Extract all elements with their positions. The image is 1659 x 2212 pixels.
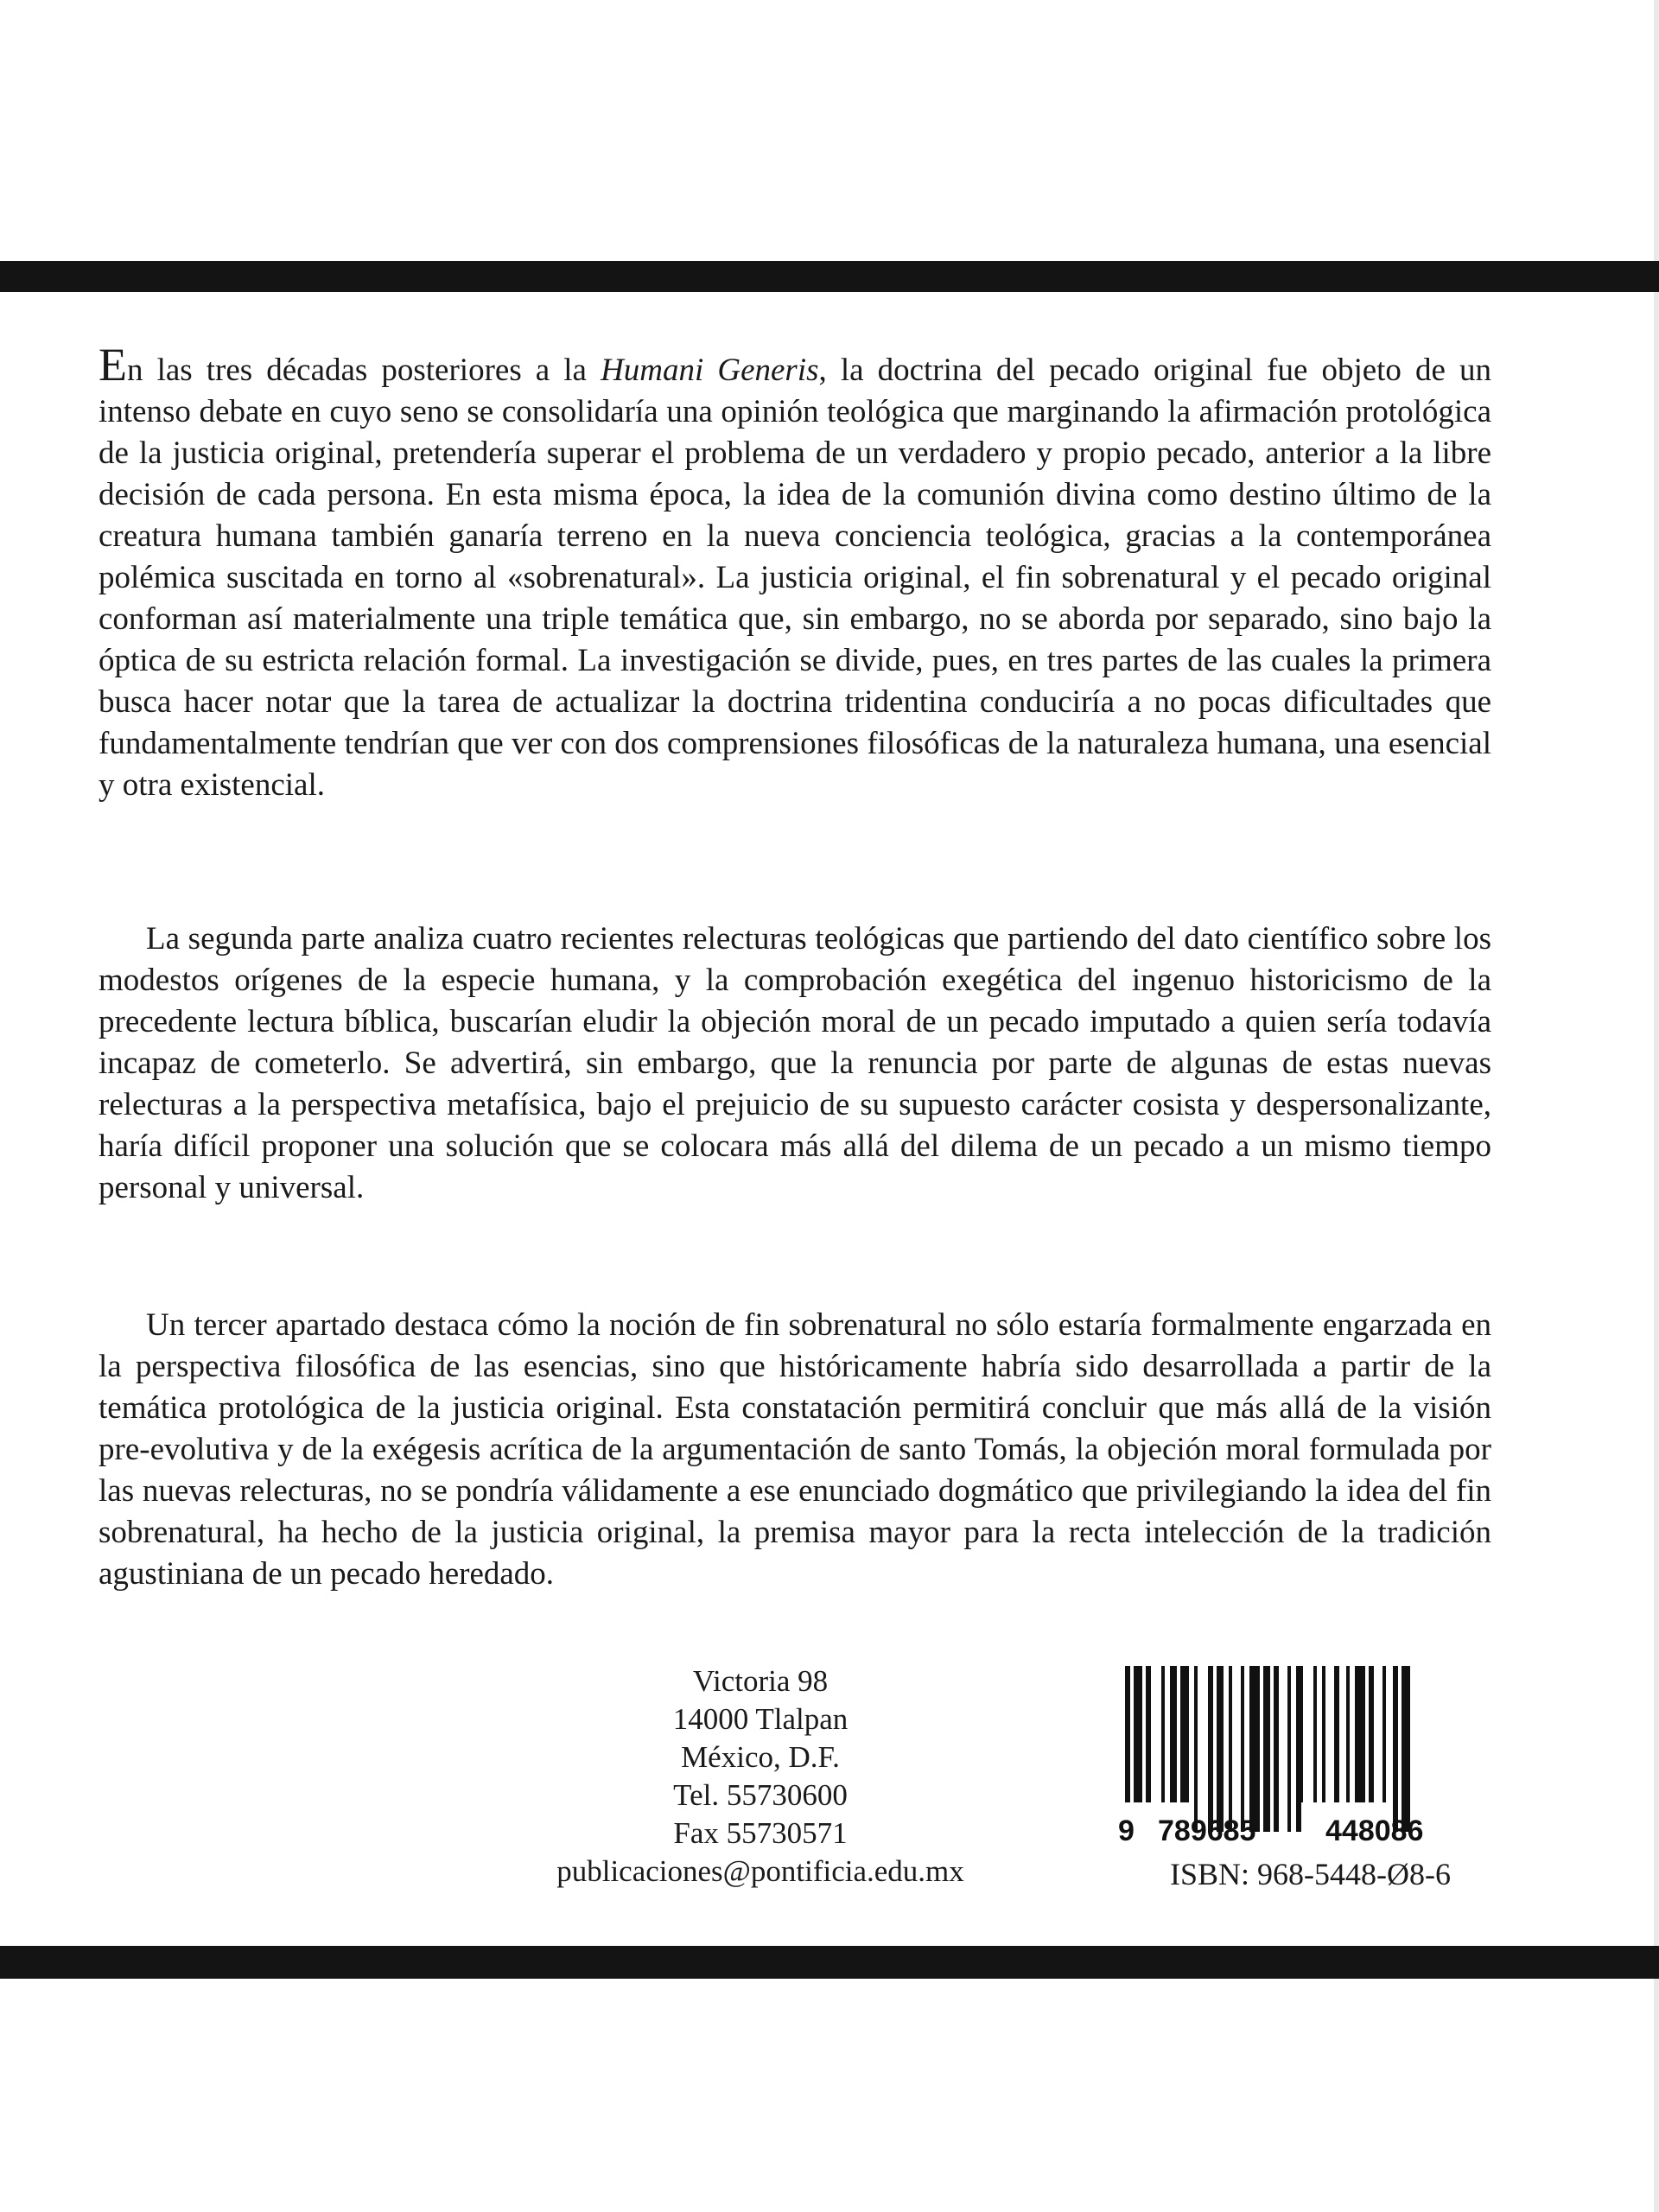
- paragraph-1-start: n las tres décadas posteriores a la: [127, 353, 601, 388]
- address-street: Victoria 98: [692, 1664, 829, 1698]
- barcode-lead-digit: 9: [1118, 1815, 1135, 1847]
- barcode-bar: [1274, 1666, 1279, 1832]
- barcode-bar: [1229, 1666, 1232, 1832]
- paragraph-2: La segunda parte analiza cuatro recientes relecturas teológicas que partiendo del dato científico sobre los modestos orígenes de la especie humana, y la comprobación exegética del ingenuo historicismo de la precedente lectura bíblica, buscarían eludir la objeción moral de un pecado imputado a quien sería todavía incapaz de cometerlo. Se advertirá, sin embargo, que la renuncia por parte de algunas de estas nuevas relecturas a la perspectiva metafísica, bajo el prejuicio de su supuesto carácter cosista y despersonalizante, haría difícil proponer una solución que se colocara más allá del dilema de un pecado a un mismo tiempo personal y universal.: [99, 921, 1491, 1205]
- address-fax: Fax 55730571: [673, 1816, 848, 1850]
- page-edge: [1654, 0, 1659, 2212]
- isbn-label: ISBN: 968-5448-Ø8-6: [1170, 1857, 1451, 1891]
- book-title-italic: Humani Generis: [601, 353, 819, 388]
- paragraph-3: Un tercer apartado destaca cómo la noción de fin sobrenatural no sólo estaría formalmente engarzada en la perspectiva filosófica de las esencias, sino que históricamente habría sido desarrollada a partir de la temática protológica de la justicia original. Esta constatación permitirá concluir que más allá de la visión pre-evolutiva y de la exégesis acrítica de la argumentación de santo Tomás, la objeción moral formulada por las nuevas relecturas, no se pondría válidamente a ese enunciado dogmático que privilegiando la idea del fin sobrenatural, ha hecho de la justicia original, la premisa mayor para la recta intelección de la tradición agustiniana de un pecado heredado.: [99, 1307, 1491, 1592]
- barcode-bar: [1208, 1666, 1213, 1832]
- bottom-rule: [0, 1946, 1659, 1979]
- paragraph-1-rest: , la doctrina del pecado original fue objeto de un intenso debate en cuyo seno se consolidaría una opinión teológica que marginando la afirmación protológica de la justicia original, pretendería superar el problema de un verdadero y propio pecado, anterior a la libre decisión de cada persona. En esta misma época, la idea de la comunión divina como destino último de la creatura humana también ganaría terreno en la nueva conciencia teológica, gracias a la contemporánea polémica suscitada en torno al «sobrenatural». La justicia original, el fin sobrenatural y el pecado original conforman así materialmente una triple temática que, sin embargo, no se aborda por separado, sino bajo la óptica de su estricta relación formal. La investigación se divide, pues, en tres partes de las cuales la primera busca hacer notar que la tarea de actualizar la doctrina tridentina conduciría a no pocas dificultades que fundamentalmente tendrían que ver con dos comprensiones filosóficas de la naturaleza humana, una esencial y otra existencial.: [99, 353, 1491, 803]
- barcode-digits-group2: 448086: [1325, 1815, 1424, 1847]
- barcode-graphic: [1113, 1666, 1493, 1847]
- barcode-bar: [1241, 1666, 1244, 1832]
- address-city: 14000 Tlalpan: [672, 1702, 849, 1736]
- barcode-bar: [1194, 1666, 1198, 1832]
- barcode-bar: [1217, 1666, 1224, 1832]
- barcode-digits-group1: 789685: [1158, 1815, 1256, 1847]
- barcode-bar: [1393, 1666, 1398, 1832]
- barcode-bar: [1402, 1666, 1410, 1832]
- barcode-bar: [1287, 1666, 1291, 1832]
- address-email: publicaciones@pontificia.edu.mx: [556, 1854, 964, 1888]
- address-country: México, D.F.: [681, 1740, 840, 1774]
- top-rule: [0, 261, 1659, 292]
- paragraph-1: [99, 339, 1491, 806]
- barcode-bar: [1263, 1666, 1270, 1832]
- barcode-bar: [1249, 1666, 1260, 1832]
- dropcap: E: [99, 339, 127, 391]
- address-tel: Tel. 55730600: [673, 1778, 848, 1812]
- publisher-address: [484, 1662, 1037, 1891]
